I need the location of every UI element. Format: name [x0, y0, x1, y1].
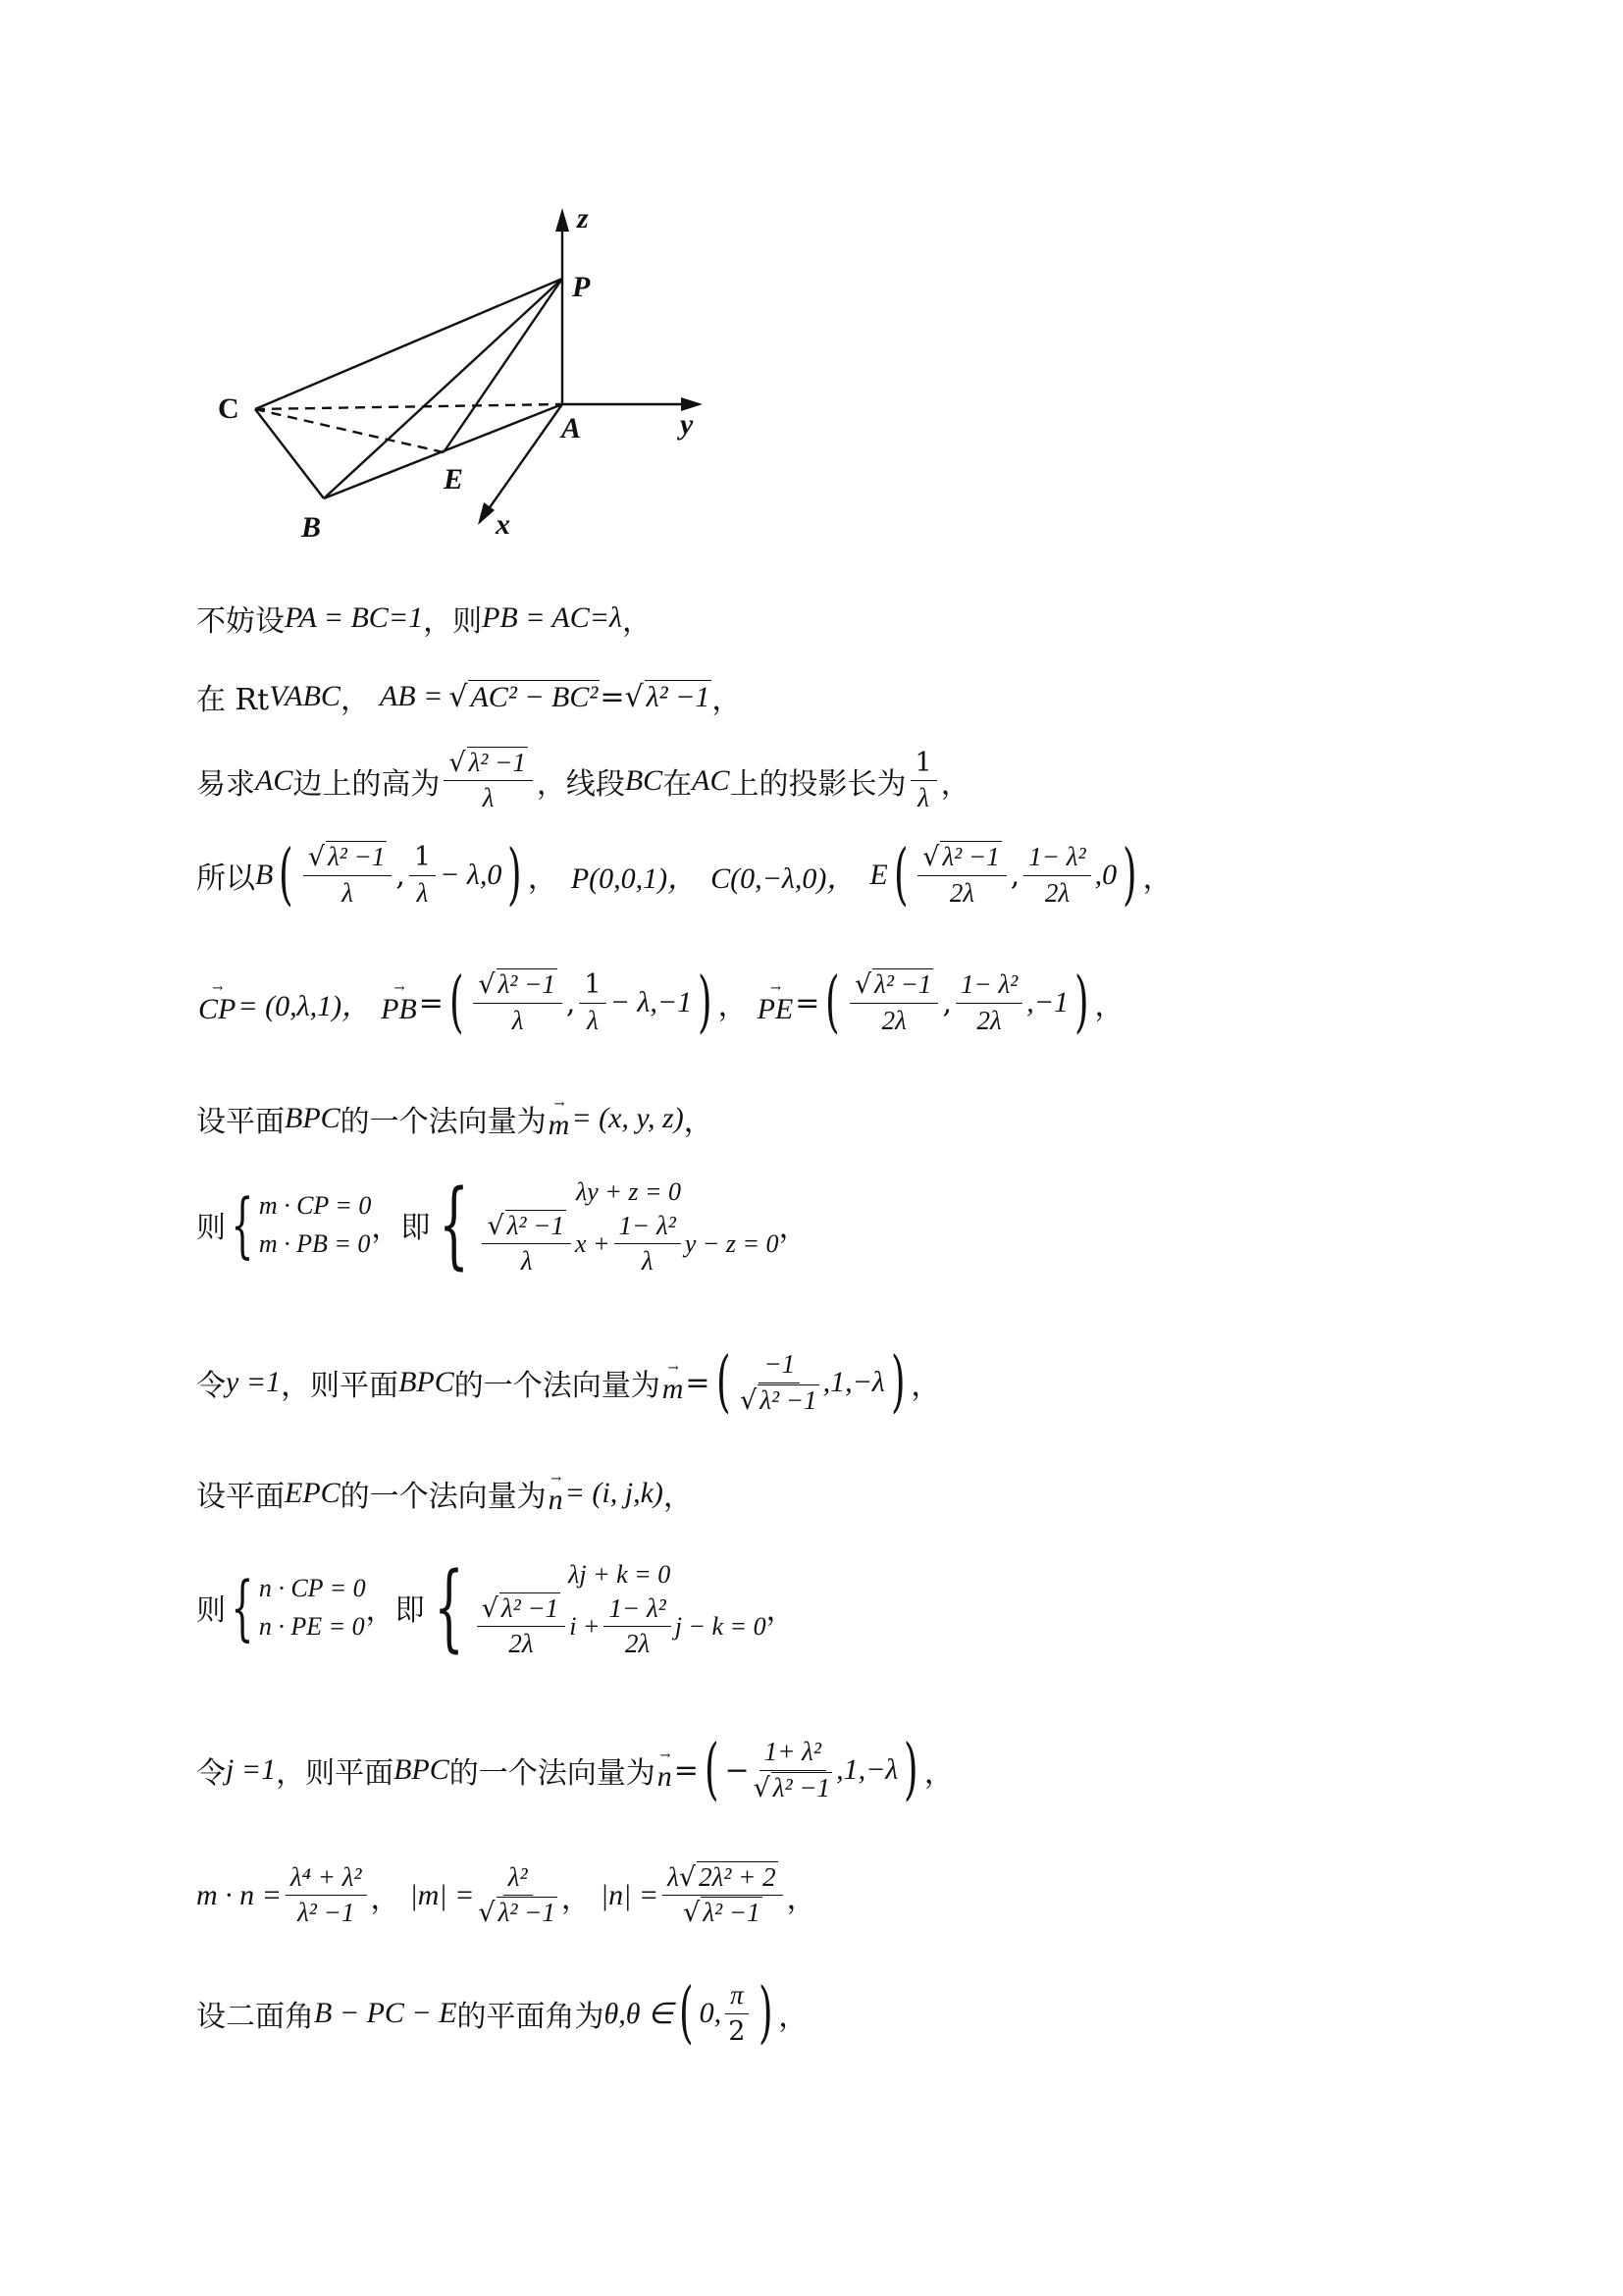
text-run: ，即 — [365, 1593, 425, 1629]
math-expr: VABC — [269, 680, 340, 712]
text-run: 设平面 — [196, 1105, 285, 1139]
denominator: 2λ — [881, 1005, 907, 1035]
math-expr: B — [255, 859, 274, 891]
text-run: ，即 — [371, 1211, 431, 1246]
equation: λj + k = 0 — [568, 1560, 671, 1589]
math-expr: m · n = — [196, 1878, 282, 1911]
edge-CP — [255, 279, 562, 409]
math-expr: E — [869, 859, 888, 891]
text-run: 所以 — [196, 861, 255, 896]
solution-line-1 — [196, 597, 652, 640]
equation: m · CP = 0 — [258, 1191, 372, 1221]
geometry-figure — [0, 0, 1623, 589]
math-expr: i + — [569, 1612, 601, 1642]
denominator: λ — [416, 877, 429, 908]
fraction — [409, 842, 436, 908]
equation: n · PE = 0 — [258, 1612, 365, 1642]
numerator: 1 — [911, 748, 937, 781]
denominator: λ — [587, 1005, 599, 1035]
text-run: ，线段 — [536, 766, 625, 802]
text-run: ， — [923, 1756, 954, 1791]
math-expr: AC — [692, 763, 730, 797]
fraction — [725, 1980, 749, 2046]
z-arrowhead — [555, 208, 569, 232]
math-expr: AC — [255, 763, 293, 797]
text-run: 令 — [196, 1369, 226, 1403]
fraction: $\frac{\text{√ λ² −1}}{2\lambda}$ — [850, 969, 938, 1035]
fraction — [603, 1593, 670, 1659]
text-run: ，则 — [423, 604, 483, 639]
text-run: ， — [1142, 861, 1173, 896]
text-run: 上的投影长为 — [729, 766, 907, 802]
text-run: ， — [940, 766, 970, 802]
text-run: ， — [711, 683, 742, 717]
fraction: $\frac{\text{√ λ² −1}}{\lambda}$ — [444, 748, 532, 813]
math-expr: j − k = 0 — [674, 1612, 766, 1642]
math-expr: = (i, j,k) — [564, 1477, 663, 1509]
vector-label: PB — [381, 992, 417, 1025]
solution-line-13: 设二面角 B − PC − E 的平面角为 θ,θ ∈ ( 0, $\frac{\pi}{2}$ ) ， — [196, 1974, 809, 2052]
sqrt-expr: λ² −1 — [328, 842, 386, 872]
text-run: 令 — [196, 1756, 226, 1791]
denominator: λ — [482, 783, 495, 813]
solution-line-7: 则 { m · CP = 0 m · PB = 0 ，即 { λy + z = 0 $\frac{\text{√ λ² −1}}{\lambda}$ x + $\frac{\text{1− λ²}}{\lambda}$ y − z = 0 ， — [196, 1170, 809, 1280]
numerator: 1− λ² — [603, 1593, 670, 1627]
math-expr: ,−1 — [1026, 986, 1069, 1018]
text-run: ， — [1094, 989, 1125, 1023]
text-run: = — [673, 1752, 699, 1788]
math-expr: − λ,0 — [440, 859, 502, 891]
text-run: ， — [683, 1105, 713, 1139]
sqrt-expr: λ² −1 — [874, 969, 932, 1000]
text-run: = — [685, 1365, 710, 1400]
text-run: 则 — [196, 1593, 226, 1629]
text-run: 的一个法向量为 — [340, 1105, 547, 1139]
label-E: E — [444, 463, 464, 496]
text-run: 则 — [196, 1211, 226, 1246]
solution-line-9 — [196, 1472, 693, 1515]
text-run: ，则平面 — [281, 1369, 399, 1403]
math-expr: C(0,−λ,0)， — [710, 862, 857, 895]
sqrt-expr: 2λ² + 2 — [699, 1862, 776, 1892]
numerator: 1+ λ² — [759, 1737, 826, 1770]
fraction: $\frac{\text{√ λ² −1}}{\lambda}$ — [482, 1211, 570, 1277]
sqrt-expr: AC² − BC² — [470, 680, 599, 713]
math-expr: PA = BC=1 — [285, 601, 424, 634]
numerator: −1 — [759, 1349, 800, 1383]
math-expr: j =1 — [226, 1753, 277, 1786]
equation-system — [478, 1173, 778, 1277]
sqrt-expr: λ² −1 — [468, 748, 526, 777]
label-C: C — [218, 392, 239, 425]
solution-line-5: → CP = (0,λ,1)， → PB = ( $\frac{\text{√ λ² −1}}{\lambda}$ , $\frac{1}{\lambda}$ − λ,−1 ) ， → PE = ( $\frac{\text{√ λ² −1}}{2\lambda}$ , $\frac{\text{1− λ²}}{2\lambda}$ ,−1 ) ， — [198, 964, 1125, 1041]
text-run: 在 Rt — [196, 683, 270, 717]
fraction: $\frac{\text{√ λ² −1}}{\lambda}$ — [473, 969, 561, 1035]
numerator: 1− λ² — [614, 1211, 681, 1244]
solution-line-10: 则 { n · CP = 0 n · PE = 0 ，即 { λj + k = 0 $\frac{\text{√ λ² −1}}{2\lambda}$ i + $\frac{\text{1− λ²}}{2\lambda}$ j − k = 0 ， — [196, 1552, 796, 1663]
text-run: ， — [778, 1211, 809, 1246]
vector-n: → n — [548, 1471, 563, 1516]
equation: λy + z = 0 — [576, 1177, 682, 1206]
numerator: 1 — [579, 969, 605, 1003]
fraction: $\frac{\text{λ²}}{\text{√ λ² −1}}$ — [478, 1862, 555, 1929]
fraction: $\frac{\text{√ λ² −1}}{2\lambda}$ — [917, 842, 1006, 908]
label-A: A — [561, 412, 582, 444]
solution-line-3 — [196, 748, 970, 813]
sqrt-expr: λ² −1 — [772, 1772, 831, 1802]
text-run: ， — [622, 604, 653, 639]
sqrt-expr: λ² −1 — [497, 1898, 555, 1928]
text-run: 在 — [662, 766, 693, 802]
text-run: 的一个法向量为 — [448, 1756, 655, 1791]
fraction — [286, 1862, 367, 1928]
sqrt-expr: λ² −1 — [703, 1898, 760, 1928]
denominator: 2λ — [625, 1629, 651, 1659]
math-expr: y =1 — [226, 1366, 282, 1398]
numerator: λ² — [503, 1862, 533, 1896]
math-expr: 0, — [699, 1997, 722, 2029]
text-run: 易求 — [196, 766, 255, 802]
equation-system — [259, 1569, 366, 1645]
numerator: λ⁴ + λ² — [286, 1862, 367, 1896]
text-run: ， — [340, 683, 370, 717]
sqrt-expr: λ² −1 — [497, 969, 555, 1000]
text-run: = — [600, 679, 625, 714]
denominator: λ — [511, 1005, 524, 1035]
solution-line-8: 令 y =1 ，则平面 BPC 的一个法向量为 → m = ( $\frac{-1}{\text{√ λ² −1}}$ ,1,−λ ) ， — [196, 1343, 941, 1421]
math-expr: BC — [624, 763, 663, 797]
denominator: λ — [341, 877, 353, 908]
math-expr: λ — [667, 1862, 679, 1892]
numerator: π — [725, 1980, 749, 2013]
sqrt-expr: λ² −1 — [506, 1211, 564, 1240]
text-run: 边上的高为 — [292, 766, 441, 802]
text-run: 不妨设 — [196, 604, 285, 639]
fraction: $\frac{\text{λ√ 2λ² + 2}}{\text{√ λ² −1}}$ — [662, 1862, 782, 1928]
label-x: x — [496, 508, 510, 541]
solution-line-11: 令 j =1 ，则平面 BPC 的一个法向量为 → n = ( − $\frac{\text{1+ λ²}}{\text{√ λ² −1}}$ ,1,−λ ) ， — [196, 1731, 954, 1808]
label-z: z — [577, 202, 589, 235]
solution-line-4: 所以 B ( $\frac{\text{√ λ² −1}}{\lambda}$ , $\frac{1}{\lambda}$ − λ,0 ) ， P(0,0,1)， C(0,−λ,0)， E ( $\frac{\text{√ λ² −1}}{2\lambda}$ , $\frac{\text{1− λ²}}{2\lambda}$ ,0 ) ， — [196, 836, 1173, 913]
equation: m · PB = 0 — [258, 1229, 371, 1259]
denominator: λ² −1 — [297, 1898, 355, 1928]
fraction: $\frac{-1}{\text{√ λ² −1}}$ — [740, 1349, 817, 1416]
math-expr: x + — [574, 1229, 610, 1259]
solution-line-2: 在 Rt VABC ， AB = √ AC² − BC² = √ λ² −1 ， — [196, 675, 741, 718]
text-run: 的一个法向量为 — [453, 1369, 660, 1403]
fraction: $\frac{\text{√ λ² −1}}{2\lambda}$ — [477, 1593, 565, 1659]
vector-label: CP — [198, 992, 236, 1025]
math-expr: |m| = — [409, 1878, 475, 1911]
equation-system — [259, 1186, 372, 1263]
equation-system — [473, 1555, 766, 1659]
text-run: ， — [778, 2000, 809, 2034]
equation: n · CP = 0 — [258, 1574, 366, 1603]
text-run: ， — [370, 1881, 400, 1916]
math-expr: θ,θ ∈ — [603, 1997, 674, 2030]
denominator: 2λ — [1044, 877, 1071, 908]
math-expr: = (0,λ,1)， — [237, 990, 372, 1022]
math-expr: = (x, y, z) — [571, 1102, 684, 1134]
vector-label: m — [548, 1108, 570, 1141]
vector-label: n — [548, 1483, 563, 1516]
text-run: − — [724, 1752, 750, 1788]
math-expr: BPC — [398, 1366, 454, 1398]
fraction — [1023, 842, 1090, 908]
vector-PE: → PE — [757, 980, 794, 1025]
text-run: ， — [911, 1369, 941, 1403]
text-run: 的平面角为 — [456, 2000, 604, 2034]
vector-label: n — [656, 1759, 672, 1793]
vector-CP: → CP — [198, 980, 236, 1025]
label-y: y — [680, 408, 694, 441]
fraction — [911, 748, 937, 813]
math-expr: ,1,−λ — [822, 1366, 885, 1398]
fraction — [579, 969, 605, 1035]
fraction — [614, 1211, 681, 1277]
sqrt-expr: λ² −1 — [500, 1593, 559, 1623]
solution-line-12 — [196, 1862, 816, 1928]
solution-line-6 — [196, 1097, 713, 1140]
numerator: 1− λ² — [956, 969, 1022, 1003]
vector-PB: → PB — [381, 980, 417, 1025]
label-P: P — [572, 271, 591, 303]
edge-CB — [255, 409, 324, 498]
fraction: $\frac{\text{1+ λ²}}{\text{√ λ² −1}}$ — [753, 1737, 831, 1803]
text-run: ， — [560, 1881, 591, 1916]
sqrt-expr: λ² −1 — [646, 680, 710, 713]
text-run: 的一个法向量为 — [340, 1480, 547, 1514]
math-expr: AB = — [379, 680, 444, 712]
vector-m: → m — [661, 1360, 684, 1405]
denominator: 2λ — [508, 1629, 534, 1659]
text-run: ， — [527, 861, 557, 896]
vector-label: PE — [757, 992, 794, 1025]
text-run: 设平面 — [196, 1480, 285, 1514]
math-expr: y − z = 0 — [684, 1229, 779, 1259]
math-expr: |n| = — [600, 1878, 659, 1911]
numerator: 1− λ² — [1023, 842, 1090, 875]
text-run: 设二面角 — [196, 2000, 314, 2034]
denominator: 2λ — [976, 1005, 1002, 1035]
denominator: 2 — [728, 2015, 746, 2047]
text-run: ， — [717, 989, 748, 1023]
edge-CA-dashed — [255, 404, 562, 409]
math-expr: P(0,0,1)， — [570, 862, 698, 895]
fraction — [956, 969, 1022, 1035]
denominator: λ — [641, 1246, 654, 1277]
sqrt-expr: λ² −1 — [942, 842, 1000, 872]
text-run: ，则平面 — [276, 1756, 394, 1791]
denominator: λ — [917, 783, 929, 813]
math-expr: ,0 — [1094, 859, 1118, 891]
text-run: ， — [662, 1480, 693, 1514]
math-expr: BPC — [285, 1102, 340, 1134]
denominator: λ — [520, 1246, 533, 1277]
x-axis — [481, 404, 562, 520]
label-B: B — [301, 511, 322, 544]
vector-n: → n — [656, 1748, 672, 1793]
sqrt-expr: λ² −1 — [759, 1384, 817, 1415]
text-run: ， — [786, 1881, 816, 1916]
math-expr: BPC — [393, 1753, 449, 1786]
text-run: ， — [765, 1593, 796, 1629]
math-expr: PB = AC=λ — [482, 601, 623, 634]
math-expr: EPC — [285, 1477, 340, 1509]
vector-m: → m — [548, 1096, 570, 1141]
math-expr: B − PC − E — [314, 1997, 457, 2029]
numerator: 1 — [409, 842, 436, 875]
denominator: 2λ — [949, 877, 975, 908]
math-expr: ,1,−λ — [836, 1753, 899, 1786]
math-expr: − λ,−1 — [609, 986, 693, 1018]
vector-label: m — [661, 1372, 684, 1405]
fraction: $\frac{\text{√ λ² −1}}{\lambda}$ — [303, 842, 392, 908]
